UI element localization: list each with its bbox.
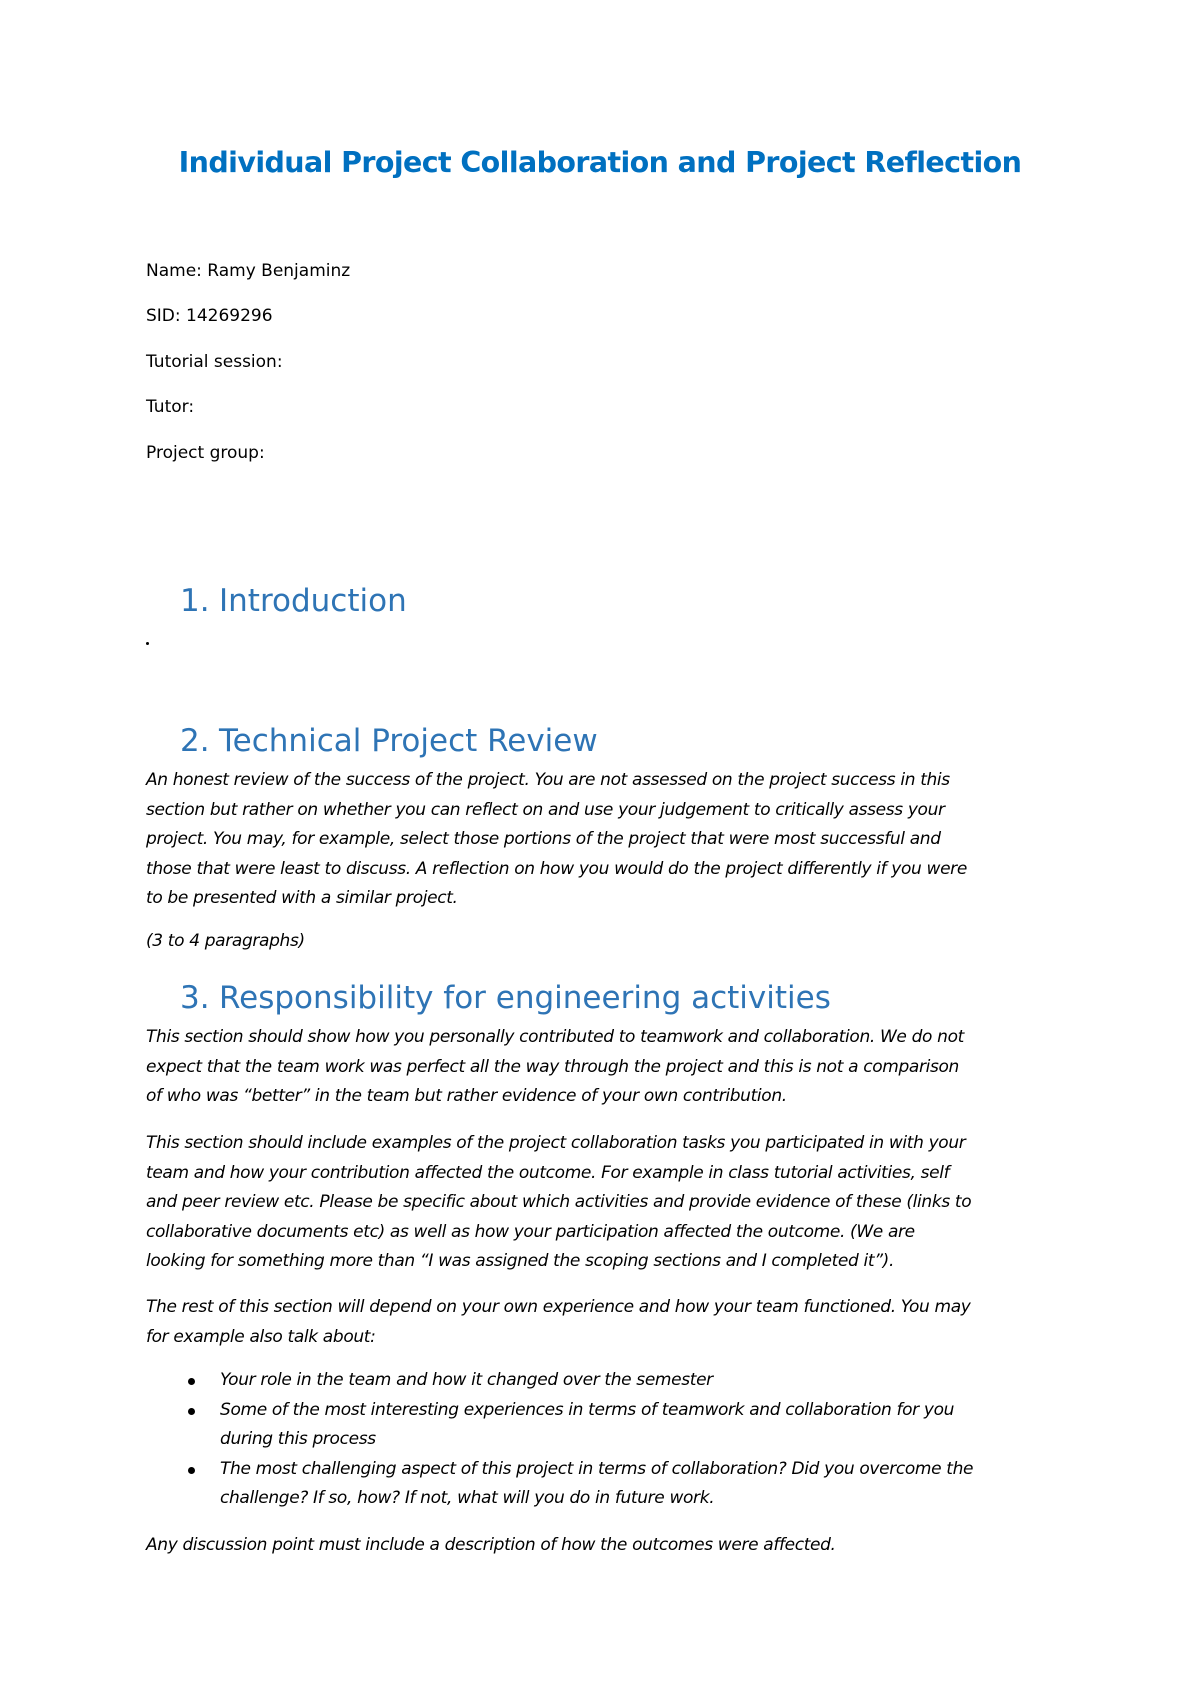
tutorial-session-field: Tutorial session: (146, 352, 283, 372)
text-line: This section should include examples of the project collaboration tasks you participated in with your (146, 1133, 966, 1153)
text-line: The most challenging aspect of this project in terms of collaboration? Did you overcome the (220, 1458, 974, 1479)
name-field: Name: Ramy Benjaminz (146, 261, 351, 281)
document-title: Individual Project Collaboration and Project Reflection (178, 146, 1022, 179)
bullet-icon (188, 1408, 195, 1415)
section-number: 3. (180, 980, 210, 1016)
section-title: Responsibility for engineering activities (219, 980, 831, 1016)
text-line: Some of the most interesting experiences in terms of teamwork and collaboration for you (220, 1399, 955, 1420)
list-item (146, 1396, 973, 1455)
text-line: to be presented with a similar project. (146, 888, 458, 908)
section-heading-introduction (180, 582, 407, 620)
project-group-field: Project group: (146, 443, 265, 463)
tutor-field: Tutor: (146, 397, 195, 417)
responsibility-paragraph-1 (146, 1023, 1066, 1112)
text-line: expect that the team work was perfect all the way through the project and this is not a comparison (146, 1056, 959, 1077)
bullet-icon (188, 1378, 195, 1385)
technical-review-paragraph (146, 766, 1066, 914)
text-line: for example also talk about: (146, 1326, 376, 1347)
responsibility-paragraph-3 (146, 1293, 1066, 1352)
closing-statement: Any discussion point must include a description of how the outcomes were affected. (146, 1535, 836, 1555)
text-line: during this process (220, 1429, 376, 1449)
text-line: collaborative documents etc) as well as how your participation affected the outcome. (We are (146, 1221, 915, 1242)
text-line: The rest of this section will depend on your own experience and how your team functioned. You may (146, 1297, 971, 1317)
text-line: challenge? If so, how? If not, what will you do in future work. (220, 1488, 715, 1508)
section-heading-technical-review (180, 722, 598, 760)
section-title: Introduction (219, 583, 407, 619)
text-line: of who was “better” in the team but rather evidence of your own contribution. (146, 1086, 787, 1106)
responsibility-paragraph-2 (146, 1129, 1066, 1277)
text-line: An honest review of the success of the project. You are not assessed on the project success in this (146, 770, 950, 790)
text-line: team and how your contribution affected the outcome. For example in class tutorial activities, self (146, 1162, 950, 1183)
sid-field: SID: 14269296 (146, 306, 273, 326)
bullet-icon (188, 1467, 195, 1474)
section-heading-responsibility (180, 979, 831, 1017)
section-number: 2. (180, 723, 210, 759)
text-line: those that were least to discuss. A reflection on how you would do the project differently if you were (146, 858, 967, 879)
text-line: and peer review etc. Please be specific about which activities and provide evidence of these (links to (146, 1192, 972, 1212)
paragraph-count-note: (3 to 4 paragraphs) (146, 931, 305, 951)
discussion-topics-list (146, 1366, 973, 1514)
list-item (146, 1366, 973, 1396)
text-line: looking for something more than “I was assigned the scoping sections and I completed it”). (146, 1251, 894, 1271)
intro-bullet (146, 642, 149, 645)
list-item (146, 1455, 973, 1514)
text-line: Your role in the team and how it changed over the semester (220, 1370, 713, 1390)
section-number: 1. (180, 583, 210, 619)
text-line: project. You may, for example, select those portions of the project that were most successful and (146, 829, 941, 849)
section-title: Technical Project Review (219, 723, 598, 759)
text-line: section but rather on whether you can reflect on and use your judgement to critically assess your (146, 799, 945, 820)
text-line: This section should show how you personally contributed to teamwork and collaboration. We do not (146, 1027, 964, 1047)
